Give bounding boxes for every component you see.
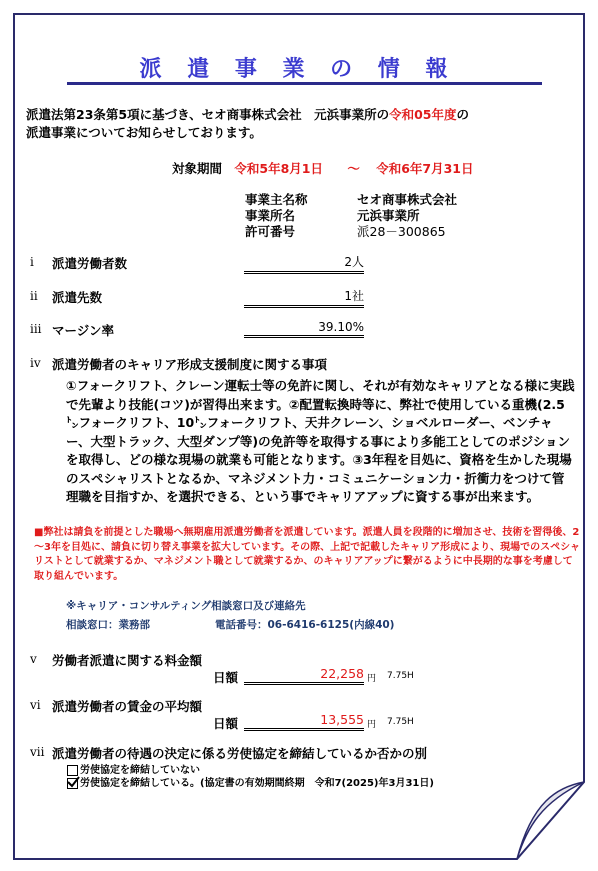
business-info (245, 192, 457, 240)
page-title: 派 遣 事 業 の 情 報 (139, 57, 457, 82)
dispatch-fee-hours: 7.75H (387, 671, 414, 681)
worker-count-value: 2人 (244, 253, 364, 274)
item-numeral-v: v (30, 652, 37, 666)
item-numeral-iv: iv (30, 356, 41, 370)
average-wage-unit: 円 (367, 720, 377, 730)
period-end: 令和6年7月31日 (376, 161, 474, 176)
business-row: 許可番号 派28－300865 (245, 224, 446, 239)
business-row: 事業主名称 セオ商事株式会社 (245, 192, 458, 207)
client-count-value: 1社 (244, 287, 364, 308)
contact-phone: 電話番号：06-6416-6125(内線40) (215, 619, 395, 631)
average-wage-value: 13,555 (244, 712, 364, 731)
period-separator: ～ (347, 161, 360, 176)
employment-notice: ■弊社は請負を前提とした職場へ無期雇用派遣労働者を派遣しています。派遣人員を段階的に増加させ、技術を習得後、2～3年を目処に、請負に切り替え事業を拡大しています。その際、上記で記載したキャリア形成により、現場でのスペシャリストとして就業するか、マネジメント職として就業するか、のキャリアアップに繋がるように中長期的な事を考慮して取り組んでいます。 (34, 527, 580, 582)
title-underline (67, 82, 542, 85)
contact-heading: ※キャリア・コンサルティング相談窓口及び連絡先 (66, 600, 306, 612)
item-numeral-i: i (30, 255, 34, 269)
labor-agreement-label: 派遣労働者の待遇の決定に係る労使協定を締結しているか否かの別 (52, 746, 428, 761)
career-support-label: 派遣労働者のキャリア形成支援制度に関する事項 (52, 357, 328, 372)
client-count-label: 派遣先数 (52, 290, 103, 305)
dispatch-fee-unit: 円 (367, 674, 377, 684)
item-numeral-vi: vi (30, 698, 41, 712)
document-page (12, 12, 584, 859)
contact-window: 相談窓口：業務部 (66, 619, 150, 631)
target-period (172, 159, 482, 177)
average-wage-hours: 7.75H (387, 717, 414, 727)
dispatch-fee-label: 労働者派遣に関する料金額 (52, 653, 203, 668)
margin-rate-label: マージン率 (52, 323, 114, 338)
period-start: 令和5年8月1日 (234, 161, 323, 176)
business-row: 事業所名 元浜事業所 (245, 208, 420, 223)
agreement-option-concluded: 労使協定を締結している。(協定書の有効期間終期 令和7(2025)年3月31日) (67, 774, 434, 789)
margin-rate-value: 39.10% (244, 320, 364, 338)
item-numeral-ii: ii (30, 289, 38, 303)
average-wage-label: 派遣労働者の賃金の平均額 (52, 699, 203, 714)
period-label: 対象期間 (172, 161, 223, 176)
dispatch-fee-value: 22,258 (244, 666, 364, 685)
agreement-option-not-concluded: 労使協定を締結していない (67, 761, 200, 776)
career-support-text: ①フォークリフト、クレーン運転士等の免許に関し、それが有効なキャリアとなる様に実践で先輩より技能(コツ)が習得出来ます。②配置転換時等に、弊社で使用している重機(2.5㌧フォークリフト、10㌧フォークリフト、天井クレーン、ショベルローダー、ベンチャー、大型トラック、大型ダンプ等)の免許等を取得する事により多能工としてのポジションを取得し、どの様な現場の就業も可能となります。③3年程を目処に、資格を生かした現場のスペシャリストとなるか、マネジメント力・コミュニケーション力・折衝力をつけて管理職を目指すか、を選択できる、という事でキャリアアップに資する事が出来ます。 (66, 378, 575, 504)
worker-count-label: 派遣労働者数 (52, 256, 128, 271)
intro-text: 派遣法第23条第5項に基づき、セオ商事株式会社 元浜事業所の令和05年度の 派遣事業についてお知らせしております。 (26, 107, 470, 140)
checked-checkbox-icon (67, 778, 78, 789)
dispatch-fee-daily-label: 日額 (213, 670, 239, 685)
average-wage-daily-label: 日額 (213, 716, 239, 731)
item-numeral-vii: vii (30, 745, 45, 759)
fiscal-year: 令和05年度 (389, 107, 457, 122)
item-numeral-iii: iii (30, 322, 42, 336)
